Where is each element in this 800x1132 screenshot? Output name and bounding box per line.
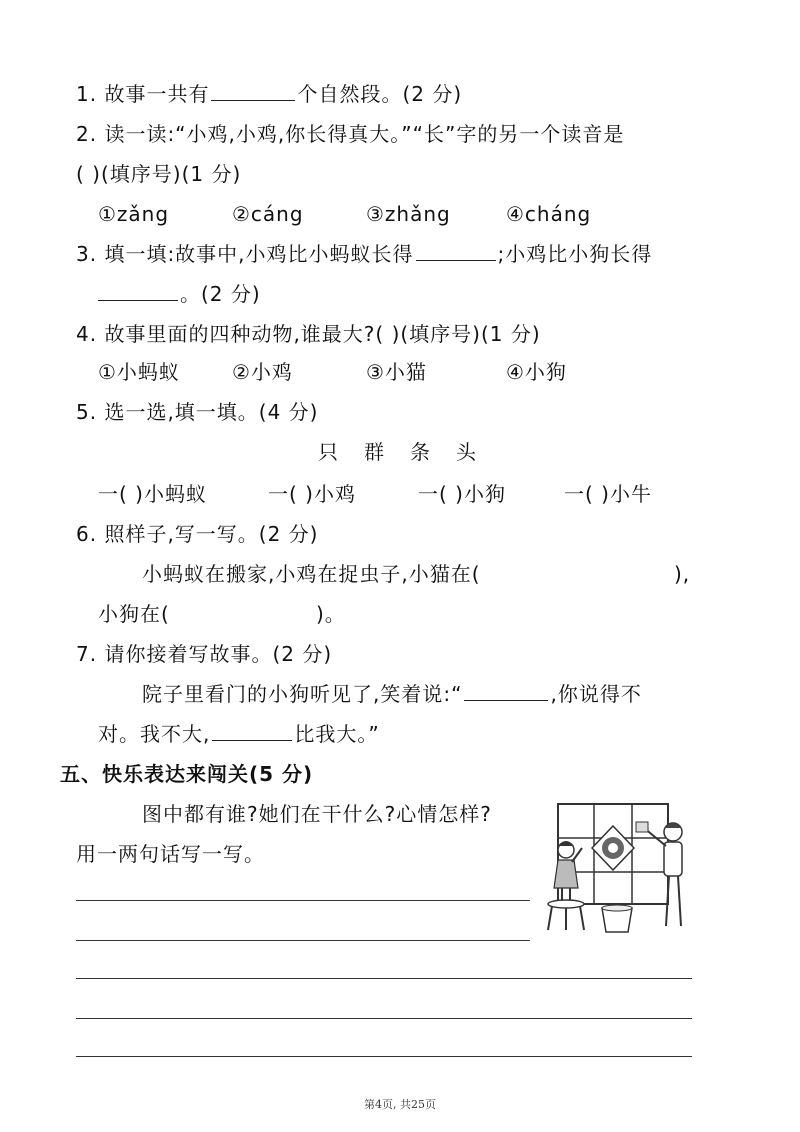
q7-story-text-3: 对。我不大, xyxy=(98,722,211,746)
writing-line-4[interactable] xyxy=(76,1018,692,1019)
question-7: 7. 请你接着写故事。(2 分) xyxy=(76,642,333,666)
q1-answer-blank[interactable] xyxy=(211,80,295,101)
q4-option-2: ②小鸡 xyxy=(232,360,293,384)
q1-score: 个自然段。(2 分) xyxy=(297,82,463,106)
q7-answer-blank-1[interactable] xyxy=(464,680,548,701)
question-1 xyxy=(76,80,760,108)
q6-dog-text: 小狗在( xyxy=(98,602,170,626)
stool-icon xyxy=(548,900,584,908)
q5-item-3[interactable]: 一( )小狗 xyxy=(418,482,506,506)
page-number: 第4页, 共25页 xyxy=(364,1098,436,1111)
q1-text: 1. 故事一共有 xyxy=(76,82,210,106)
writing-line-1[interactable] xyxy=(76,900,530,901)
q3-score: 。(2 分) xyxy=(180,282,261,306)
q2-option-4: ④cháng xyxy=(506,202,592,226)
question-3 xyxy=(76,240,760,268)
question-6: 6. 照样子,写一写。(2 分) xyxy=(76,522,319,546)
q7-story xyxy=(76,680,760,708)
q7-story-cont xyxy=(76,720,760,748)
question-2-choice-line: ( )(填序号)(1 分) xyxy=(76,162,242,186)
q5-word-1: 只 xyxy=(318,440,339,464)
question-3-cont xyxy=(76,280,760,308)
q7-story-text-2: ,你说得不 xyxy=(550,682,642,706)
writing-line-5[interactable] xyxy=(76,1056,692,1057)
q5-item-2[interactable]: 一( )小鸡 xyxy=(268,482,356,506)
writing-line-3[interactable] xyxy=(76,978,692,979)
q5-word-2: 群 xyxy=(364,440,385,464)
q4-option-1: ①小蚂蚁 xyxy=(98,360,180,384)
q5-item-4[interactable]: 一( )小牛 xyxy=(564,482,652,506)
q3-answer-blank-1[interactable] xyxy=(416,240,496,261)
q2-option-2: ②cáng xyxy=(232,202,304,226)
q2-option-1: ①zǎng xyxy=(98,202,170,226)
question-2: 2. 读一读:“小鸡,小鸡,你长得真大。”“长”字的另一个读音是 xyxy=(76,122,625,146)
q5-word-4: 头 xyxy=(456,440,477,464)
q2-option-3: ③zhǎng xyxy=(366,202,451,226)
q3-answer-blank-2[interactable] xyxy=(98,280,178,301)
q7-answer-blank-2[interactable] xyxy=(212,720,292,741)
q6-dog-end: )。 xyxy=(316,602,346,626)
q4-option-4: ④小狗 xyxy=(506,360,567,384)
q6-sentence: 小蚂蚁在搬家,小鸡在捉虫子,小猫在( xyxy=(142,562,481,586)
q5-word-3: 条 xyxy=(410,440,431,464)
q3-text-middle: ;小鸡比小狗长得 xyxy=(497,242,653,266)
girls-cleaning-window-illustration xyxy=(536,798,696,938)
q7-story-text-4: 比我大。” xyxy=(294,722,380,746)
q6-sentence-end: ), xyxy=(674,562,691,586)
writing-line-2[interactable] xyxy=(76,940,530,941)
question-4: 4. 故事里面的四种动物,谁最大?( )(填序号)(1 分) xyxy=(76,322,541,346)
bucket-icon xyxy=(602,908,632,932)
q6-example-cont xyxy=(76,600,760,628)
cloth-icon xyxy=(636,822,648,832)
q5-item-1[interactable]: 一( )小蚂蚁 xyxy=(98,482,207,506)
q7-story-text: 院子里看门的小狗听见了,笑着说:“ xyxy=(142,682,463,706)
section-5-title: 五、快乐表达来闯关(5 分) xyxy=(60,762,314,786)
q6-example xyxy=(76,560,760,588)
q3-text: 3. 填一填:故事中,小鸡比小蚂蚁长得 xyxy=(76,242,414,266)
prompt-questions: 图中都有谁?她们在干什么?心情怎样? xyxy=(142,802,492,826)
section-5-prompt-2: 用一两句话写一写。 xyxy=(76,842,265,866)
q4-option-3: ③小猫 xyxy=(366,360,427,384)
question-5: 5. 选一选,填一填。(4 分) xyxy=(76,400,319,424)
